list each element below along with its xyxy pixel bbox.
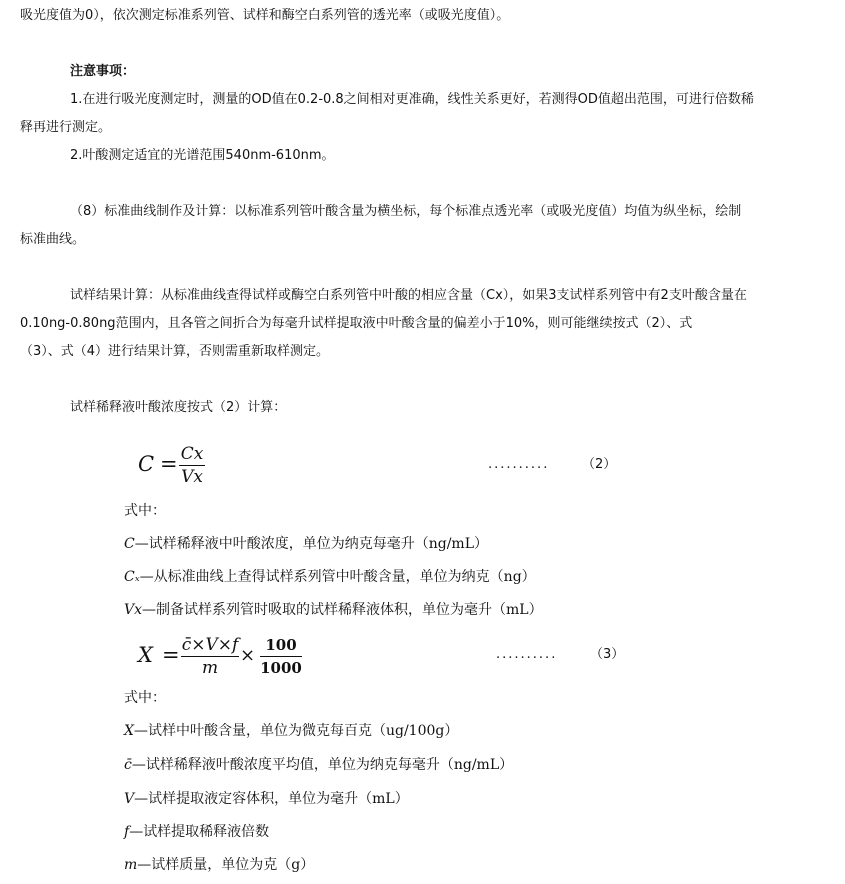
definition-symbol: C: [124, 536, 135, 552]
step-8-line-1: （8）标准曲线制作及计算：以标准系列管叶酸含量为横坐标，每个标准点透光率（或吸光度值）均值为纵坐标，绘制: [70, 204, 742, 219]
definition-text: —试样提取稀释液倍数: [129, 824, 270, 840]
formula-3-denominator-2: 1000: [260, 659, 302, 677]
formula-3-where: 式中：: [124, 690, 166, 706]
result-line-2: 0.10ng-0.80ng范围内，且各管之间折合为每毫升试样提取液中叶酸含量的偏差小于10%，则可能继续按式（2）、式: [20, 316, 693, 331]
formula-2-intro: 试样稀释液叶酸浓度按式（2）计算：: [70, 400, 287, 415]
definition-symbol: Vx: [124, 602, 143, 618]
definition-row: [124, 722, 458, 740]
definition-text: —试样质量，单位为克（g）: [137, 857, 315, 873]
definition-symbol: c̄: [124, 757, 132, 773]
definition-text: —制备试样系列管时吸取的试样稀释液体积，单位为毫升（mL）: [142, 602, 543, 618]
definition-text: —试样稀释液中叶酸浓度，单位为纳克每毫升（ng/mL）: [134, 536, 488, 552]
formula-2-dots: ..........: [488, 457, 550, 472]
definition-symbol: Cₓ: [124, 569, 140, 585]
formula-3-equals: =: [162, 643, 180, 667]
formula-3-fraction-1: [180, 634, 240, 679]
step-8-line-2: 标准曲线。: [20, 232, 86, 247]
definition-row: [124, 535, 488, 553]
definition-symbol: m: [124, 857, 138, 873]
formula-3-numerator-2: 100: [265, 636, 297, 654]
note-2: 2.叶酸测定适宜的光谱范围540nm-610nm。: [70, 148, 335, 163]
definition-row: [124, 601, 543, 619]
definition-symbol: V: [124, 791, 135, 807]
formula-2-lhs: C: [138, 452, 155, 476]
paragraph-top: 吸光度值为0），依次测定标准系列管、试样和酶空白系列管的透光率（或吸光度值）。: [20, 8, 510, 23]
definition-row: [124, 790, 409, 808]
note-1-line-2: 释再进行测定。: [20, 120, 112, 135]
definition-text: —从标准曲线上查得试样系列管中叶酸含量，单位为纳克（ng）: [139, 569, 536, 585]
formula-3-label: （3）: [590, 647, 625, 662]
formula-3-dots: ..........: [496, 647, 558, 662]
definition-row: [124, 756, 513, 774]
formula-3-denominator-1: m: [201, 658, 219, 678]
definition-row: [124, 823, 269, 841]
definition-text: —试样提取液定容体积，单位为毫升（mL）: [134, 791, 409, 807]
formula-3-numerator-1: c̄×V×f: [181, 635, 239, 655]
formula-2-denominator: Vx: [181, 467, 203, 487]
definition-symbol: X: [124, 723, 134, 739]
formula-3-times: ×: [240, 645, 256, 666]
formula-2-label: （2）: [582, 457, 617, 472]
definition-symbol: f: [124, 824, 130, 840]
note-1-line-1: 1.在进行吸光度测定时，测量的OD值在0.2-0.8之间相对更准确，线性关系更好，若测得OD值超出范围，可进行倍数稀: [70, 92, 754, 107]
notes-title: 注意事项：: [70, 64, 136, 79]
result-line-3: （3）、式（4）进行结果计算，否则需重新取样测定。: [20, 344, 330, 359]
definition-text: —试样中叶酸含量，单位为微克每百克（ug/100g）: [133, 723, 459, 739]
formula-2-equals: =: [160, 452, 178, 476]
formula-2-where: 式中：: [124, 503, 166, 519]
formula-2-numerator: Cx: [180, 444, 204, 464]
definition-row: [124, 856, 314, 874]
definition-text: —试样稀释液叶酸浓度平均值，单位为纳克每毫升（ng/mL）: [131, 757, 514, 773]
formula-3-lhs: X: [138, 643, 153, 667]
definition-row: [124, 568, 536, 586]
formula-3-fraction-2: [259, 634, 303, 679]
result-line-1: 试样结果计算：从标准曲线查得试样或酶空白系列管中叶酸的相应含量（Cx），如果3支试样系列管中有2支叶酸含量在: [70, 288, 747, 303]
formula-2-fraction: [178, 443, 206, 488]
